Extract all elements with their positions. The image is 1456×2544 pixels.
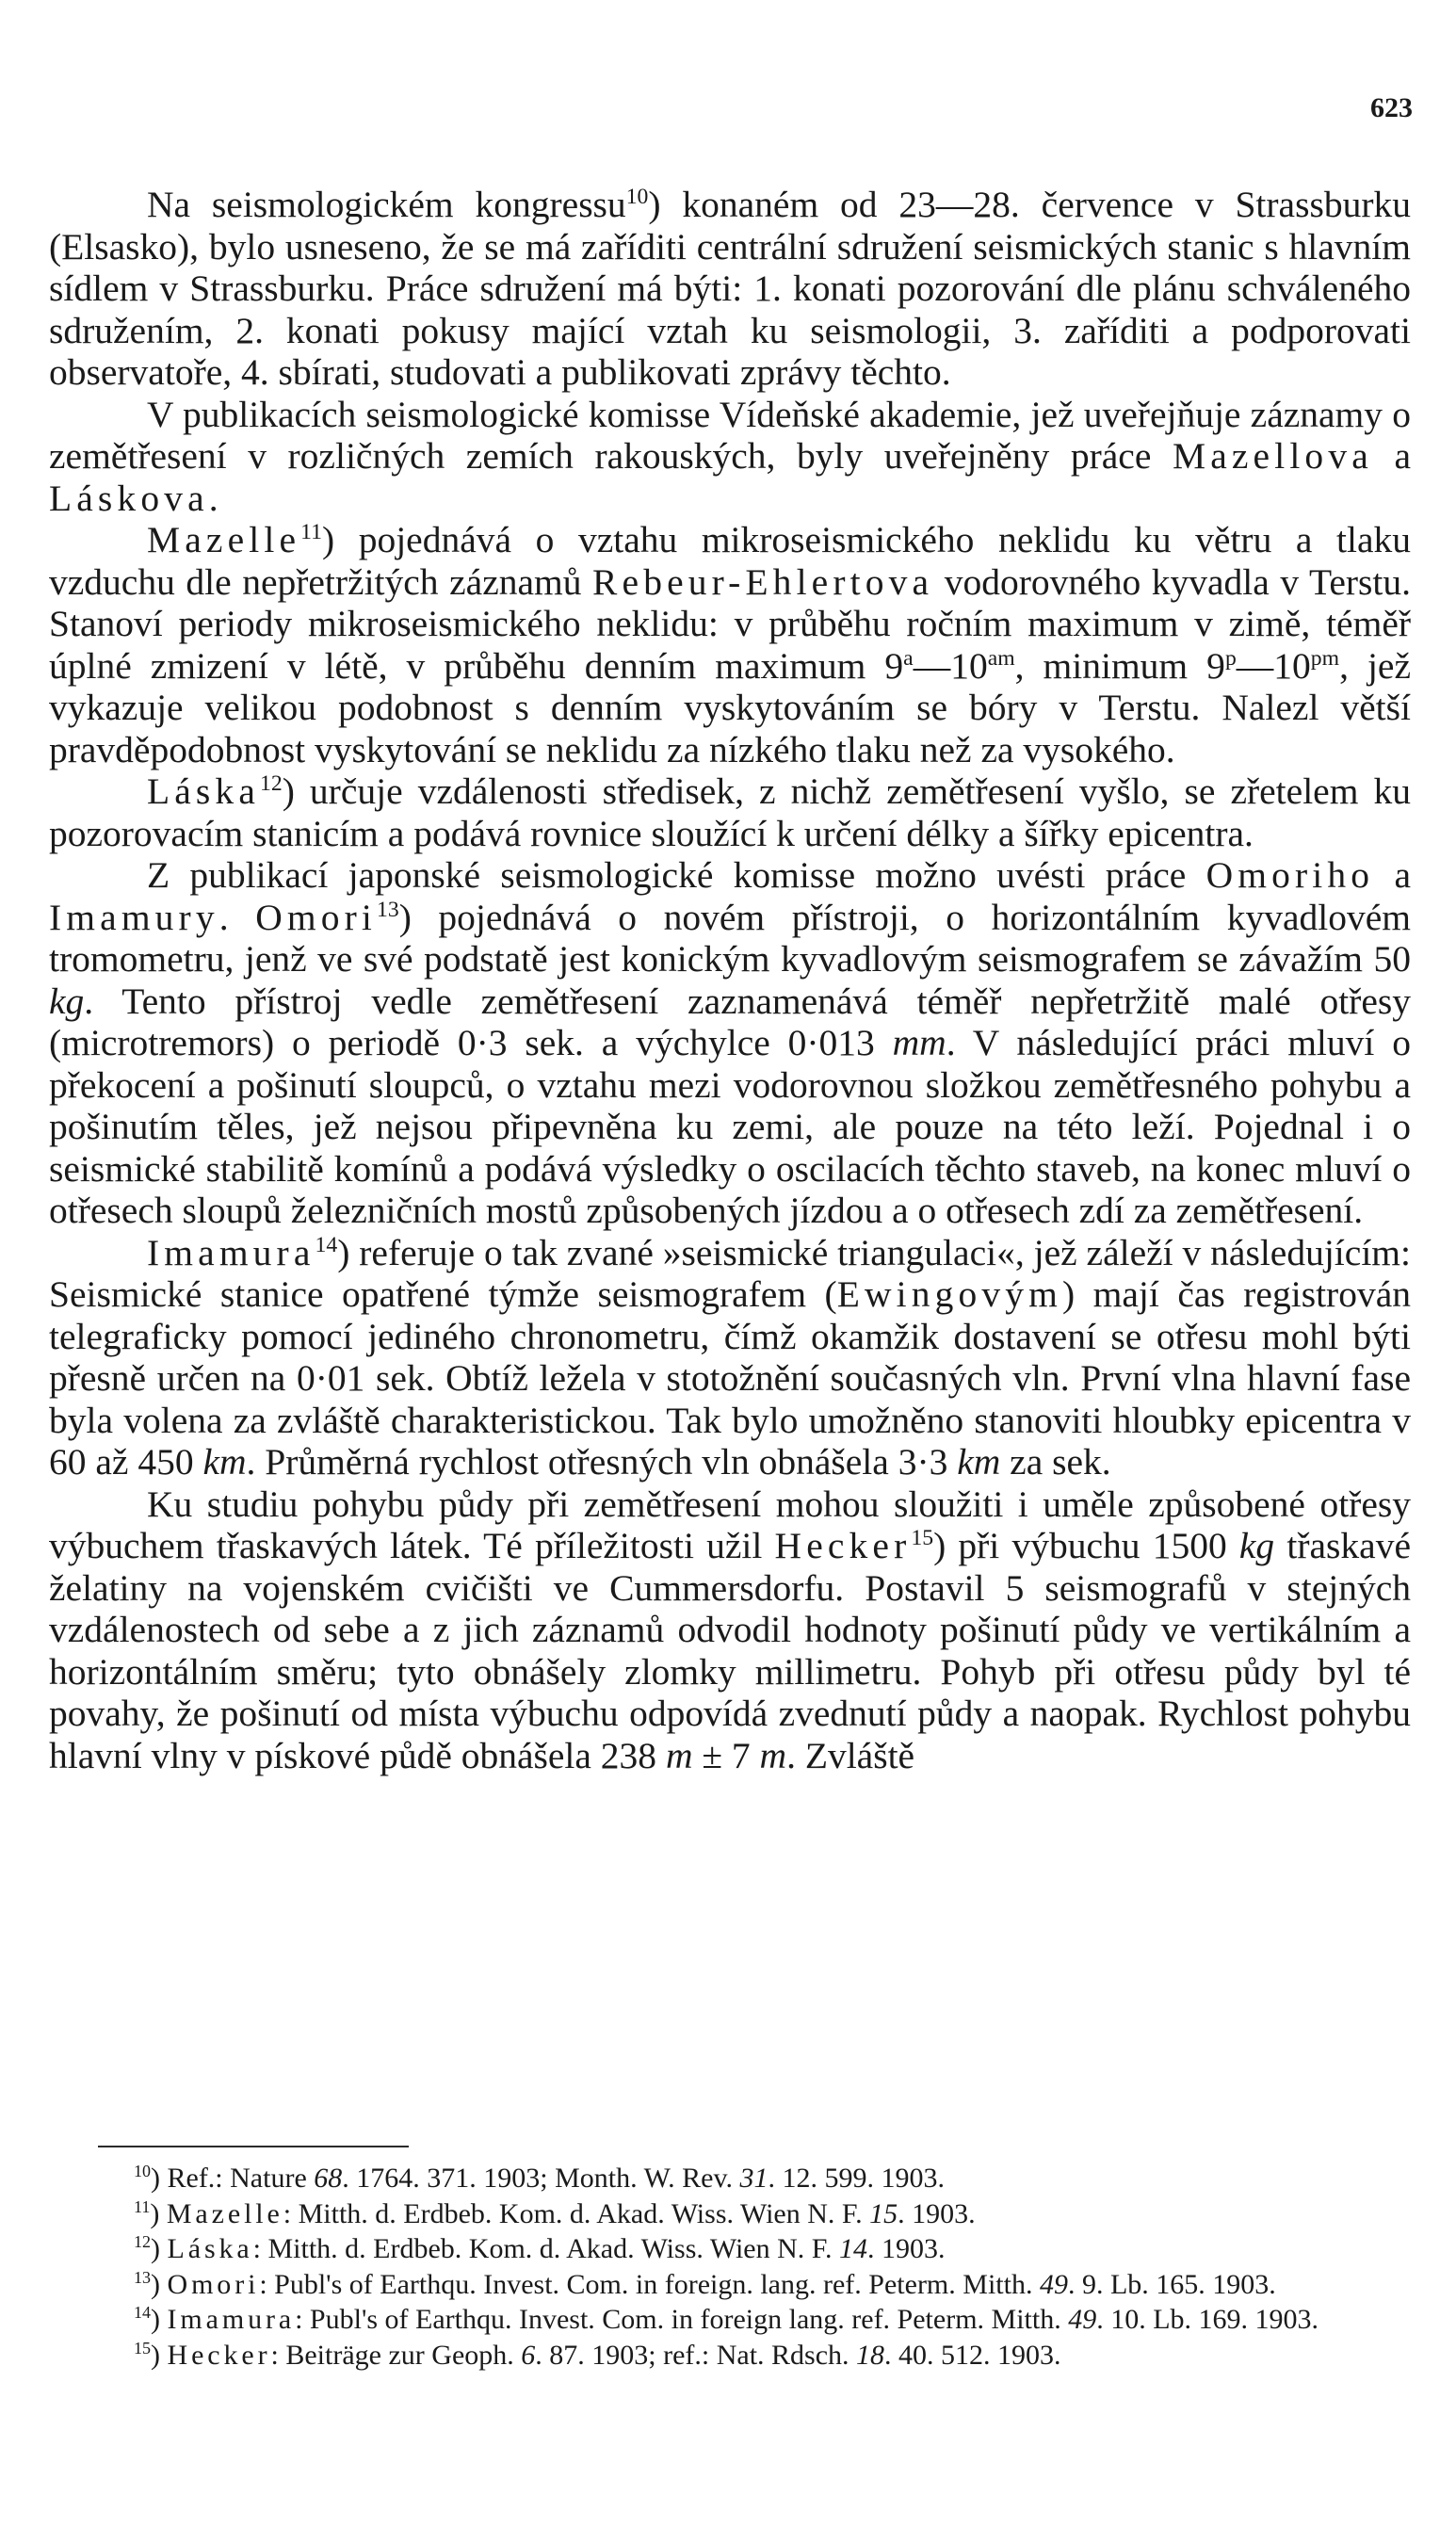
author-name: Láskova: [49, 477, 209, 519]
text-segment: a: [1374, 854, 1411, 896]
footnote-ref: 10: [625, 184, 649, 209]
text-segment: , jež vykazuje velikou podobnost s denním vyskytováním se bóry v Terstu. Nalezl větší pravděpodobnost vyskytování se neklidu za nízkého tlaku než za vysokého.: [49, 644, 1411, 770]
footnote-divider: [98, 2146, 409, 2147]
text-segment: . Zvláště: [786, 1734, 915, 1776]
text-segment: ): [151, 2339, 168, 2371]
author-name: Omoriho: [1205, 854, 1375, 896]
text-segment: ) určuje vzdálenosti středisek, z nichž zemětřesení vyšlo, se zřetelem ku pozorovacím stanicím a podává rovnice sloužící k určení délky a šířky epicentra.: [49, 770, 1411, 854]
text-segment: V publikacích seismologické komisse Vídeňské akademie, jež uveřejňuje záznamy o zemětřesení v rozličných zemích rakouských, byly uveřejněny práce: [49, 393, 1411, 477]
text-segment: : Mitth. d. Erdbeb. Kom. d. Akad. Wiss. Wien N. F.: [252, 2233, 840, 2264]
text-segment: třaskavé želatiny na vojenském cvičišti ve Cummersdorfu. Postavil 5 seismografů v stejných vzdálenostech od sebe a z jich záznamů odvodil hodnoty pošinutí půdy ve vertikálním a horizontálním směru; tyto obnášely zlomky millimetru. Pohyb při otřesu půdy byl té povahy, že pošinutí od místa výbuchu odpovídá zvednutí půdy a naopak. Rychlost pohybu hlavní vlny v pískové půdě obnášela 238: [49, 1525, 1411, 1776]
text-segment: ) mají čas registrován telegraficky pomocí jediného chronometru, čímž okamžik dostavení se otřesu mohl býti přesně určen na 0·01 sek. Obtíž ležela v stotožnění současných vln. První vlna hlavní fase byla volena za zvláště charakteristickou. Tak bylo umožněno stanoviti hloubky epicentra v 60 až 450: [49, 1273, 1411, 1483]
text-segment: km: [202, 1441, 247, 1483]
paragraph: [49, 1232, 1411, 1483]
paragraph: [49, 394, 1411, 520]
text-segment: : Beiträge zur Geoph.: [270, 2339, 522, 2371]
footnote: [49, 2267, 1411, 2303]
footnote-ref: 14: [315, 1232, 338, 1257]
footnote-ref: 13: [377, 897, 399, 922]
text-segment: ): [151, 2304, 168, 2335]
text-segment: 49: [1068, 2304, 1097, 2335]
text-segment: m: [665, 1734, 693, 1776]
paragraph: [49, 519, 1411, 770]
text-segment: . 1903.: [898, 2197, 976, 2229]
text-segment: . Tento přístroj vedle zemětřesení zaznamenává téměř nepřetržitě malé otřesy (microtremors) o periodě 0·3 sek. a výchylce 0·013: [49, 980, 1411, 1063]
author-name: Hecker: [774, 1525, 912, 1566]
text-segment: .: [218, 896, 256, 938]
text-segment: km: [957, 1441, 1001, 1483]
text-segment: . V následující práci mluví o překocení a pošinutí sloupců, o vztahu mezi vodorovnou složkou zemětřesného pohybu a pošinutím těles, jež nejsou připevněna ku zemi, ale pouze na této leží. Pojednal i o seismické stabilitě komínů a podává výsledky o oscilacích těchto staveb, na konec mluví o otřesech sloupů železničních mostů způsobených jízdou a o otřesech zdí za zemětřesení.: [49, 1022, 1411, 1231]
text-segment: ): [151, 2233, 168, 2264]
author-name: Mazelle: [166, 2197, 283, 2229]
text-segment: ) referuje o tak zvané »seismické triangulaci«, jež záleží v následujícím: Seismické stanice opatřené týmže seismografem (: [49, 1231, 1411, 1315]
text-segment: Na seismologickém kongressu: [147, 184, 626, 225]
text-segment: ) Ref.: Nature: [151, 2163, 315, 2194]
author-name: Rebeur-Ehlertova: [592, 560, 934, 603]
text-segment: . 9. Lb. 165. 1903.: [1067, 2268, 1276, 2300]
paragraph: [49, 770, 1411, 854]
author-name: Láska: [147, 770, 260, 812]
footnote: [49, 2231, 1411, 2267]
footnote-ref: pm: [1310, 645, 1340, 671]
text-segment: vodorovného kyvadla v Terstu. Stanoví periody mikroseismického neklidu: v průběhu ročním maximum v zimě, téměř úplné zmizení v létě, v průběhu denním maximum 9: [49, 560, 1411, 687]
text-segment: 6: [521, 2339, 536, 2371]
text-segment: ± 7: [692, 1734, 760, 1776]
author-name: Imamury: [49, 896, 219, 938]
footnote-ref: 14: [134, 2303, 151, 2322]
text-segment: : Publ's of Earthqu. Invest. Com. in foreign. lang. ref. Peterm. Mitth.: [259, 2268, 1040, 2300]
page-number: 623: [1370, 92, 1413, 123]
text-segment: kg: [49, 980, 85, 1022]
text-segment: : Mitth. d. Erdbeb. Kom. d. Akad. Wiss. Wien N. F.: [283, 2197, 870, 2229]
text-segment: 31: [739, 2163, 768, 2194]
text-segment: .: [208, 477, 218, 519]
footnote-ref: 11: [134, 2196, 151, 2216]
text-segment: 15: [869, 2197, 898, 2229]
text-segment: Ku studiu pohybu půdy při zemětřesení mohou sloužiti i uměle způsobené otřesy výbuchem třaskavých látek. Té příležitosti užil: [49, 1483, 1411, 1566]
text-segment: ) konaném od 23—28. července v Strassburku (Elsasko), bylo usneseno, že se má zaříditi centrální sdružení seismických stanic s hlavním sídlem v Strassburku. Práce sdružení má býti: 1. konati pozorování dle plánu schváleného sdružením, 2. konati pokusy mající vztah ku seismologii, 3. zaříditi a podporovati observatoře, 4. sbírati, studovati a publikovati zprávy těchto.: [49, 184, 1411, 393]
text-segment: —10: [913, 644, 988, 687]
text-segment: 49: [1039, 2268, 1068, 2300]
paragraph: [49, 184, 1411, 394]
text-segment: a: [1372, 435, 1411, 477]
footnote-ref: 11: [300, 519, 322, 544]
text-segment: ): [150, 2197, 167, 2229]
footnotes: [49, 2146, 1411, 2373]
text-segment: , minimum 9: [1014, 644, 1225, 687]
text-segment: . 10. Lb. 169. 1903.: [1096, 2304, 1319, 2335]
text-segment: ) pojednává o novém přístroji, o horizontálním kyvadlovém tromometru, jenž ve své podstatě jest konickým kyvadlovým seismografem se závažím 50: [49, 896, 1411, 980]
text-segment: . 1764. 371. 1903; Month. W. Rev.: [342, 2163, 740, 2194]
author-name: Mazellova: [1172, 435, 1373, 477]
footnote-ref: 10: [134, 2162, 151, 2180]
text-segment: m: [759, 1734, 787, 1776]
author-name: Imamura: [167, 2304, 296, 2335]
text-segment: 14: [839, 2233, 868, 2264]
footnote: [49, 2196, 1411, 2232]
author-name: Ewingovým: [836, 1273, 1063, 1315]
footnote: [49, 2338, 1411, 2374]
author-name: Omori: [255, 896, 377, 938]
footnote-ref: p: [1224, 645, 1237, 671]
author-name: Hecker: [167, 2339, 271, 2371]
text-segment: mm: [892, 1022, 946, 1063]
text-segment: Z publikací japonské seismologické komisse možno uvésti práce: [147, 854, 1206, 896]
text-segment: ) při výbuchu 1500: [933, 1525, 1239, 1566]
author-name: Mazelle: [147, 519, 301, 560]
footnote-ref: 12: [260, 770, 283, 796]
footnote-ref: 15: [134, 2338, 151, 2358]
author-name: Omori: [167, 2268, 260, 2300]
author-name: Láska: [167, 2233, 253, 2264]
text-segment: 68: [314, 2163, 343, 2194]
footnote-ref: 13: [134, 2267, 151, 2287]
paragraph: [49, 1483, 1411, 1777]
text-segment: ) pojednává o vztahu mikroseismického neklidu ku větru a tlaku vzduchu dle nepřetržitých záznamů: [49, 519, 1411, 603]
text-segment: 18: [856, 2339, 885, 2371]
footnote: [49, 2302, 1411, 2338]
text-segment: . 40. 512. 1903.: [884, 2339, 1061, 2371]
text-segment: ): [151, 2268, 168, 2300]
text-segment: . 1903.: [867, 2233, 946, 2264]
footnote-ref: 15: [911, 1525, 934, 1550]
footnote-ref: 12: [134, 2232, 151, 2251]
text-segment: —10: [1236, 644, 1311, 687]
text-segment: . 12. 599. 1903.: [768, 2163, 946, 2194]
footnote: [49, 2161, 1411, 2196]
text-segment: za sek.: [1000, 1441, 1111, 1483]
footnote-ref: am: [987, 645, 1015, 671]
body-text: [49, 184, 1411, 1776]
paragraph: [49, 854, 1411, 1232]
author-name: Imamura: [147, 1231, 315, 1273]
footnote-ref: a: [903, 645, 914, 671]
text-segment: : Publ's of Earthqu. Invest. Com. in foreign lang. ref. Peterm. Mitth.: [295, 2304, 1069, 2335]
text-segment: . Průměrná rychlost otřesných vln obnášela 3·3: [246, 1441, 958, 1483]
text-segment: kg: [1238, 1525, 1275, 1566]
text-segment: . 87. 1903; ref.: Nat. Rdsch.: [535, 2339, 857, 2371]
